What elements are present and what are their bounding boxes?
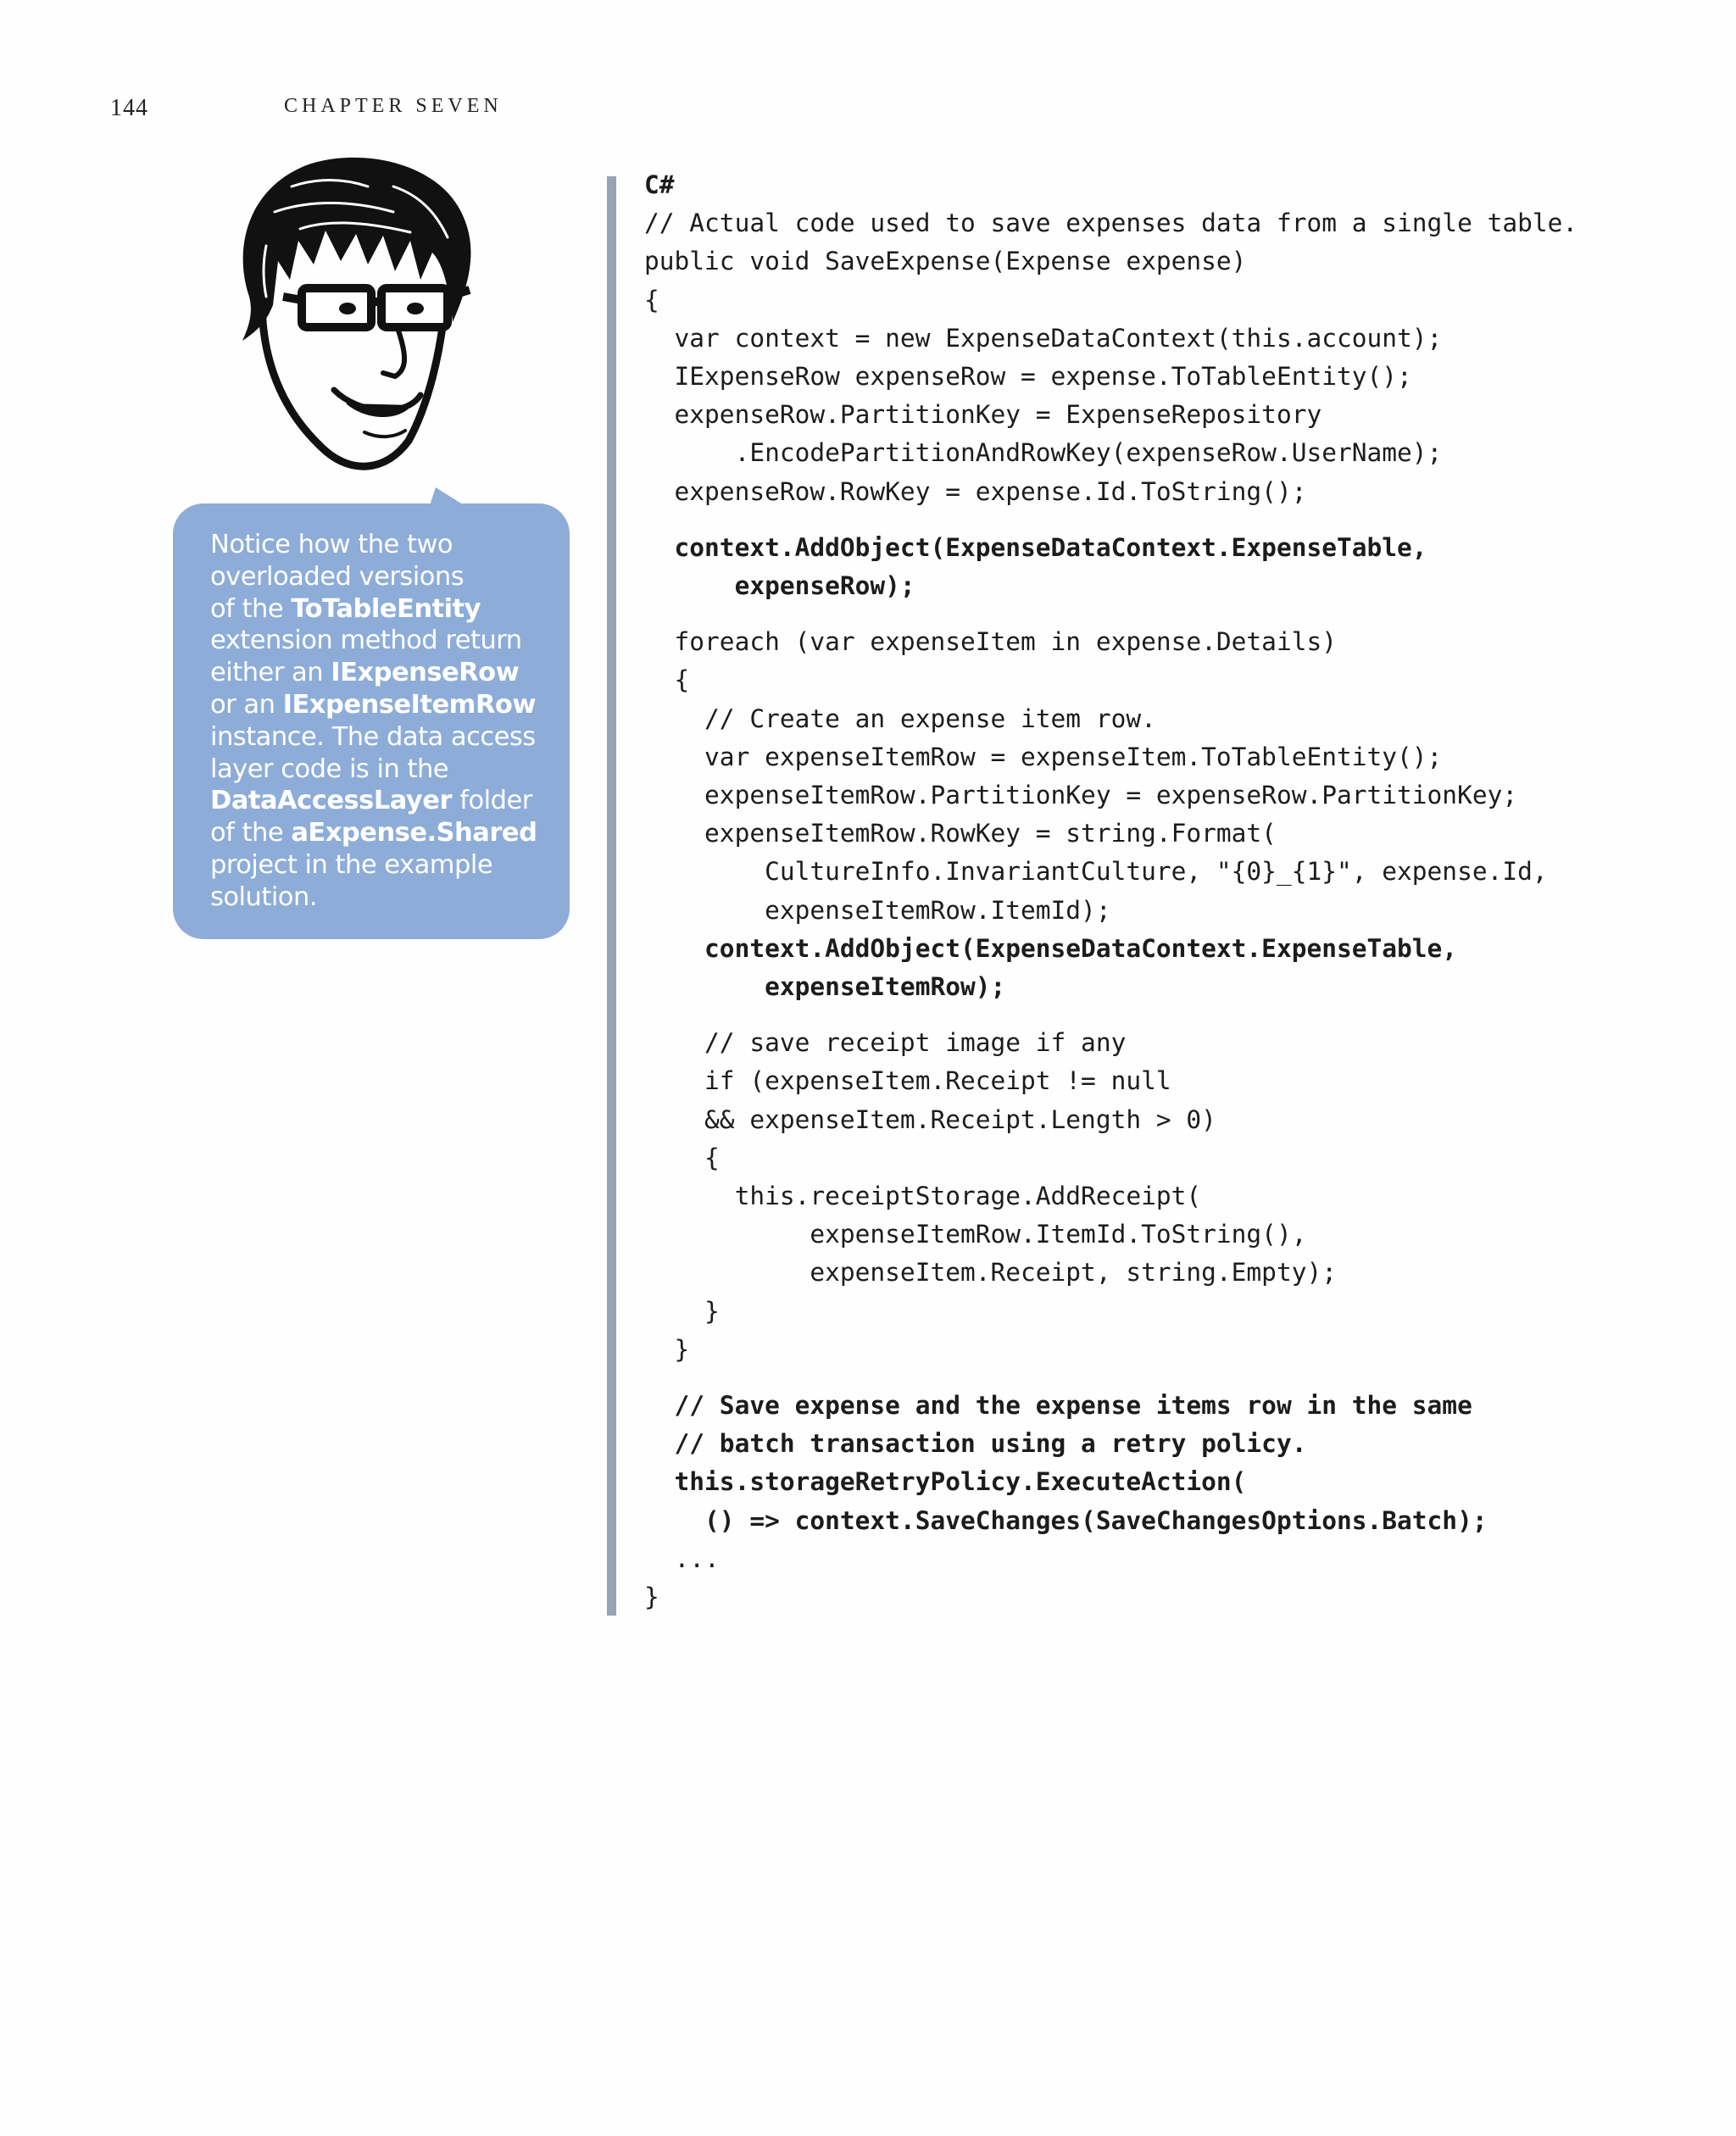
callout-line [210, 754, 549, 786]
callout-text: overloaded versions [210, 561, 465, 592]
code-line: this.receiptStorage.AddReceipt( [644, 1182, 1202, 1210]
callout-emphasis: IExpenseItemRow [282, 689, 537, 720]
code-line: expenseItemRow); [644, 972, 1006, 1001]
margin-note-callout [173, 503, 570, 939]
code-line: && expenseItem.Receipt.Length > 0) [644, 1105, 1216, 1134]
code-sidebar-rule [607, 176, 616, 1616]
code-line: CultureInfo.InvariantCulture, "{0}_{1}", expense.Id, [644, 857, 1548, 886]
author-portrait-illustration [198, 153, 478, 485]
code-line: expenseRow); [644, 571, 915, 600]
code-line: { [644, 665, 690, 694]
callout-emphasis: IExpenseRow [331, 658, 520, 688]
code-line: expenseItemRow.ItemId); [644, 896, 1111, 925]
code-line: public void SaveExpense(Expense expense) [644, 247, 1247, 275]
callout-text: either an [210, 658, 331, 688]
code-line: expenseRow.RowKey = expense.Id.ToString(); [644, 477, 1307, 506]
callout-line [210, 849, 549, 882]
code-line: expenseItem.Receipt, string.Empty); [644, 1258, 1337, 1287]
code-line: context.AddObject(ExpenseDataContext.ExpenseTable, [644, 533, 1427, 562]
code-line: () => context.SaveChanges(SaveChangesOptions.Batch); [644, 1506, 1488, 1535]
callout-line [210, 561, 549, 593]
code-line: // Actual code used to save expenses data from a single table. [644, 209, 1578, 237]
code-line: ... [644, 1544, 720, 1573]
code-line: var expenseItemRow = expenseItem.ToTableEntity(); [644, 743, 1443, 771]
code-line: } [644, 1335, 690, 1364]
callout-line [210, 593, 549, 626]
code-line: // Save expense and the expense items row in the same [644, 1391, 1472, 1420]
code-line: expenseItemRow.ItemId.ToString(), [644, 1220, 1307, 1249]
chapter-title: CHAPTER SEVEN [284, 95, 503, 117]
code-line: } [644, 1583, 659, 1611]
code-line: // batch transaction using a retry policy. [644, 1429, 1307, 1458]
code-line: .EncodePartitionAndRowKey(expenseRow.UserName); [644, 438, 1443, 467]
callout-text: or an [210, 689, 283, 720]
callout-text: layer code is in the [210, 754, 449, 784]
callout-text: Notice how the two [210, 530, 453, 559]
callout-text: project in the example [210, 849, 493, 880]
callout-emphasis: aExpense.Shared [291, 818, 537, 848]
code-line: IExpenseRow expenseRow = expense.ToTableEntity(); [644, 362, 1412, 391]
code-line: this.storageRetryPolicy.ExecuteAction( [644, 1467, 1247, 1496]
code-line: expenseItemRow.RowKey = string.Format( [644, 819, 1277, 848]
callout-text: of the [210, 818, 292, 848]
code-line: var context = new ExpenseDataContext(this.account); [644, 324, 1443, 353]
code-line: { [644, 1143, 720, 1172]
callout-line [210, 657, 549, 689]
callout-line [210, 785, 549, 817]
code-line: { [644, 286, 659, 314]
code-line: } [644, 1297, 720, 1326]
callout-emphasis: DataAccessLayer [210, 786, 453, 816]
code-line: context.AddObject(ExpenseDataContext.ExpenseTable, [644, 934, 1458, 963]
callout-line [210, 817, 549, 849]
callout-text: solution. [210, 882, 317, 912]
callout-emphasis: ToTableEntity [291, 593, 481, 624]
callout-line [210, 625, 549, 657]
callout-text: extension method return [210, 626, 522, 656]
callout-text: folder [452, 786, 532, 816]
callout-line [210, 882, 549, 914]
code-line: expenseItemRow.PartitionKey = expenseRow.PartitionKey; [644, 781, 1518, 809]
code-line: if (expenseItem.Receipt != null [644, 1066, 1171, 1095]
code-language-label: C# [644, 170, 675, 199]
code-line: // save receipt image if any [644, 1028, 1127, 1057]
callout-text: instance. The data access [210, 721, 536, 752]
code-line: foreach (var expenseItem in expense.Details) [644, 627, 1337, 656]
code-line: expenseRow.PartitionKey = ExpenseRepository [644, 400, 1322, 429]
code-line: // Create an expense item row. [644, 704, 1156, 733]
callout-text: of the [210, 593, 292, 624]
callout-line [210, 721, 549, 754]
callout-line [210, 689, 549, 721]
callout-line [210, 529, 549, 561]
page-number: 144 [110, 95, 148, 121]
